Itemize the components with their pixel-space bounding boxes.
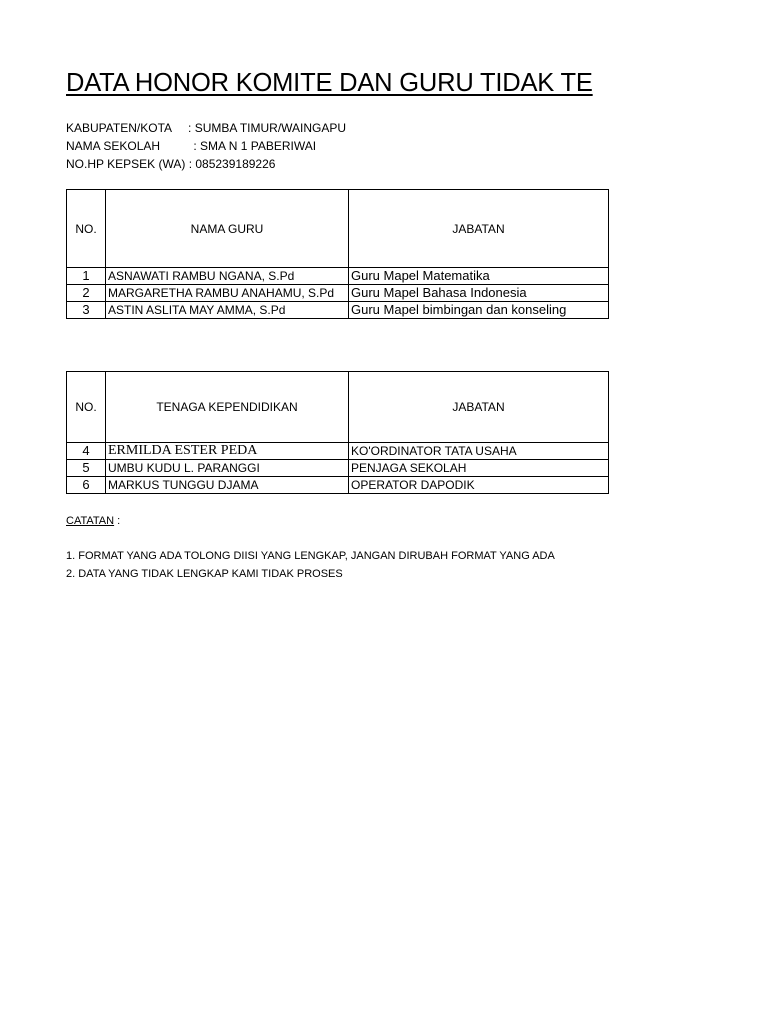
row-role: PENJAGA SEKOLAH — [349, 460, 609, 477]
row-no: 5 — [67, 460, 106, 477]
info-kabupaten: KABUPATEN/KOTA : SUMBA TIMUR/WAINGAPU — [66, 121, 347, 135]
table-row — [67, 285, 609, 302]
row-no: 2 — [67, 285, 106, 302]
notes-suffix: : — [114, 515, 121, 527]
notes-label: CATATAN — [66, 515, 115, 527]
row-name: UMBU KUDU L. PARANGGI — [106, 460, 349, 477]
table-row — [67, 268, 609, 285]
table-row — [67, 460, 609, 477]
header-nama-guru: NAMA GURU — [106, 190, 349, 268]
row-no: 6 — [67, 477, 106, 494]
notes-heading — [66, 515, 120, 528]
guru-table — [66, 189, 609, 319]
row-role: Guru Mapel Bahasa Indonesia — [349, 285, 609, 302]
tendik-table — [66, 371, 609, 494]
note-item: 1. FORMAT YANG ADA TOLONG DIISI YANG LENGKAP, JANGAN DIRUBAH FORMAT YANG ADA — [66, 550, 555, 562]
row-role: KO'ORDINATOR TATA USAHA — [349, 443, 609, 460]
document-title: DATA HONOR KOMITE DAN GURU TIDAK TE — [66, 69, 593, 97]
table-row — [67, 477, 609, 494]
info-sekolah: NAMA SEKOLAH : SMA N 1 PABERIWAI — [66, 139, 317, 153]
table-row — [67, 302, 609, 319]
tendik-table-header — [67, 372, 609, 443]
row-name: MARKUS TUNGGU DJAMA — [106, 477, 349, 494]
header-no: NO. — [67, 190, 106, 268]
header-no: NO. — [67, 372, 106, 443]
header-tenaga-kependidikan: TENAGA KEPENDIDIKAN — [106, 372, 349, 443]
note-item: 2. DATA YANG TIDAK LENGKAP KAMI TIDAK PROSES — [66, 568, 343, 580]
row-no: 1 — [67, 268, 106, 285]
row-role: OPERATOR DAPODIK — [349, 477, 609, 494]
row-no: 4 — [67, 443, 106, 460]
table-row — [67, 443, 609, 460]
row-role: Guru Mapel Matematika — [349, 268, 609, 285]
guru-table-header — [67, 190, 609, 268]
title-container — [66, 66, 608, 102]
row-name: ASNAWATI RAMBU NGANA, S.Pd — [106, 268, 349, 285]
row-name: MARGARETHA RAMBU ANAHAMU, S.Pd — [106, 285, 349, 302]
info-hp: NO.HP KEPSEK (WA) : 085239189226 — [66, 157, 276, 171]
row-no: 3 — [67, 302, 106, 319]
row-name: ASTIN ASLITA MAY AMMA, S.Pd — [106, 302, 349, 319]
header-jabatan: JABATAN — [349, 372, 609, 443]
row-name: ERMILDA ESTER PEDA — [106, 443, 349, 460]
row-role: Guru Mapel bimbingan dan konseling — [349, 302, 609, 319]
header-jabatan: JABATAN — [349, 190, 609, 268]
